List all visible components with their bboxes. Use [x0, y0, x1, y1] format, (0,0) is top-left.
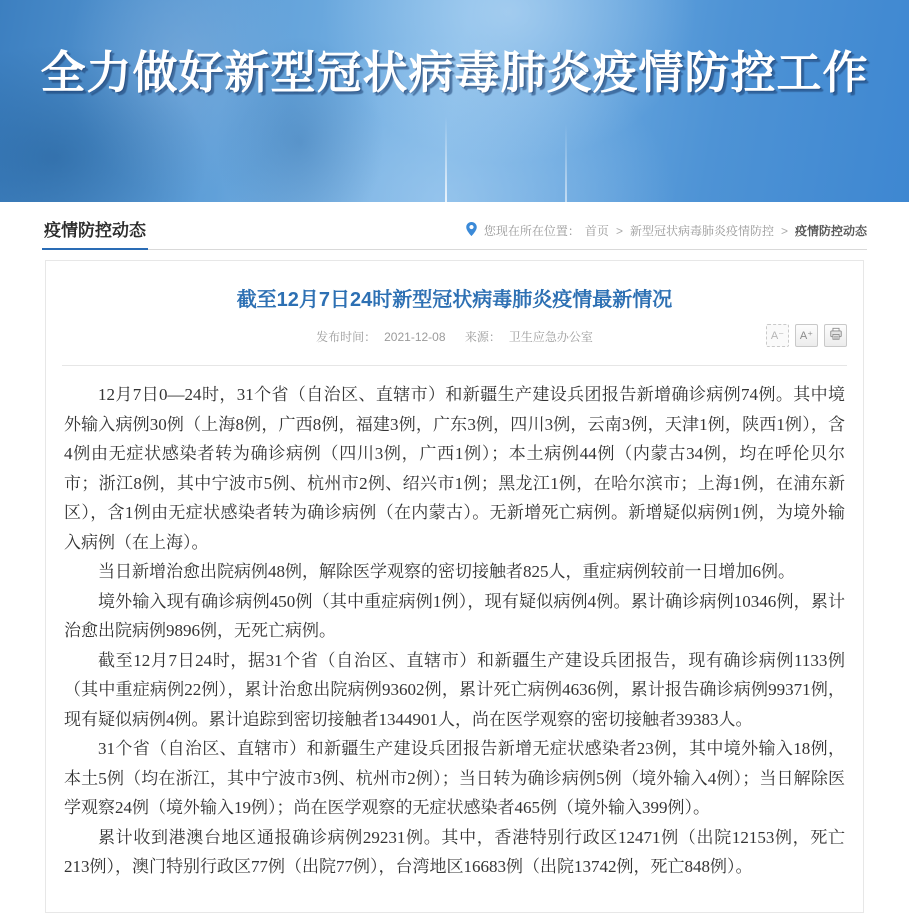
- font-increase-button[interactable]: A⁺: [795, 324, 818, 347]
- article-paragraph: 当日新增治愈出院病例48例，解除医学观察的密切接触者825人，重症病例较前一日增加6例。: [98, 562, 795, 581]
- font-decrease-button[interactable]: A⁻: [766, 324, 789, 347]
- article-paragraph: 累计收到港澳台地区通报确诊病例29231例。其中，香港特别行政区12471例（出院12153例，死亡213例），澳门特别行政区77例（出院77例），台湾地区16683例（出院13742例，死亡848例）。: [64, 827, 845, 876]
- publish-date: 2021-12-08: [384, 330, 446, 344]
- article-paragraph: 31个省（自治区、直辖市）和新疆生产建设兵团报告新增无症状感染者23例，其中境外输入18例，本土5例（均在浙江，其中宁波市3例、杭州市2例）；当日转为确诊病例5例（境外输入4例）；当日解除医学观察24例（境外输入19例）；尚在医学观察的无症状感染者465例（境外输入399例）。: [64, 739, 845, 817]
- breadcrumb-prefix: 您现在所在位置：: [483, 224, 580, 238]
- section-title: 疫情防控动态: [42, 216, 148, 250]
- print-button[interactable]: [824, 324, 847, 347]
- breadcrumb: [466, 222, 867, 249]
- article-paragraph: 截至12月7日24时，据31个省（自治区、直辖市）和新疆生产建设兵团报告，现有确诊病例1133例（其中重症病例22例），累计治愈出院病例93602例，累计死亡病例4636例，累计报告确诊病例99371例，现有疑似病例4例。累计追踪到密切接触者1344901人，尚在医学观察的密切接触者39383人。: [64, 650, 845, 729]
- breadcrumb-category-link[interactable]: 新型冠状病毒肺炎疫情防控: [629, 224, 774, 238]
- source-value: 卫生应急办公室: [508, 330, 593, 344]
- breadcrumb-home-link[interactable]: 首页: [584, 224, 609, 238]
- banner-light-streak: [565, 124, 567, 202]
- location-pin-icon: [466, 222, 477, 239]
- source-label: 来源：: [464, 330, 501, 344]
- publish-time-label: 发布时间：: [316, 330, 377, 344]
- hero-banner: [0, 0, 909, 202]
- section-header-row: [42, 202, 867, 250]
- breadcrumb-current-link[interactable]: 疫情防控动态: [794, 224, 867, 238]
- printer-icon: [829, 327, 843, 344]
- article-paragraph: 12月7日0—24时，31个省（自治区、直辖市）和新疆生产建设兵团报告新增确诊病例74例。其中境外输入病例30例（上海8例，广西8例，福建3例，广东3例，四川3例，云南3例，天津1例，陕西1例），含4例由无症状感染者转为确诊病例（四川3例，广西1例）；本土病例44例（内蒙古34例，均在呼伦贝尔市；浙江8例，其中宁波市5例、杭州市2例、绍兴市1例；黑龙江1例，在哈尔滨市；上海1例，在浦东新区），含1例由无症状感染者转为确诊病例（在内蒙古）。无新增死亡病例。新增疑似病例1例，为境外输入病例（在上海）。: [64, 385, 845, 552]
- article-toolbar: [766, 324, 847, 347]
- article-body: [62, 366, 847, 912]
- breadcrumb-separator: >: [780, 223, 788, 238]
- article-card: [45, 260, 864, 913]
- article-paragraph: 境外输入现有确诊病例450例（其中重症病例1例），现有疑似病例4例。累计确诊病例10346例，累计治愈出院病例9896例，无死亡病例。: [64, 591, 845, 640]
- article-meta-row: [62, 328, 847, 354]
- banner-title: 全力做好新型冠状病毒肺炎疫情防控工作: [40, 47, 869, 98]
- breadcrumb-separator: >: [615, 223, 623, 238]
- article-title: 截至12月7日24时新型冠状病毒肺炎疫情最新情况: [236, 289, 673, 311]
- banner-light-streak: [445, 116, 447, 202]
